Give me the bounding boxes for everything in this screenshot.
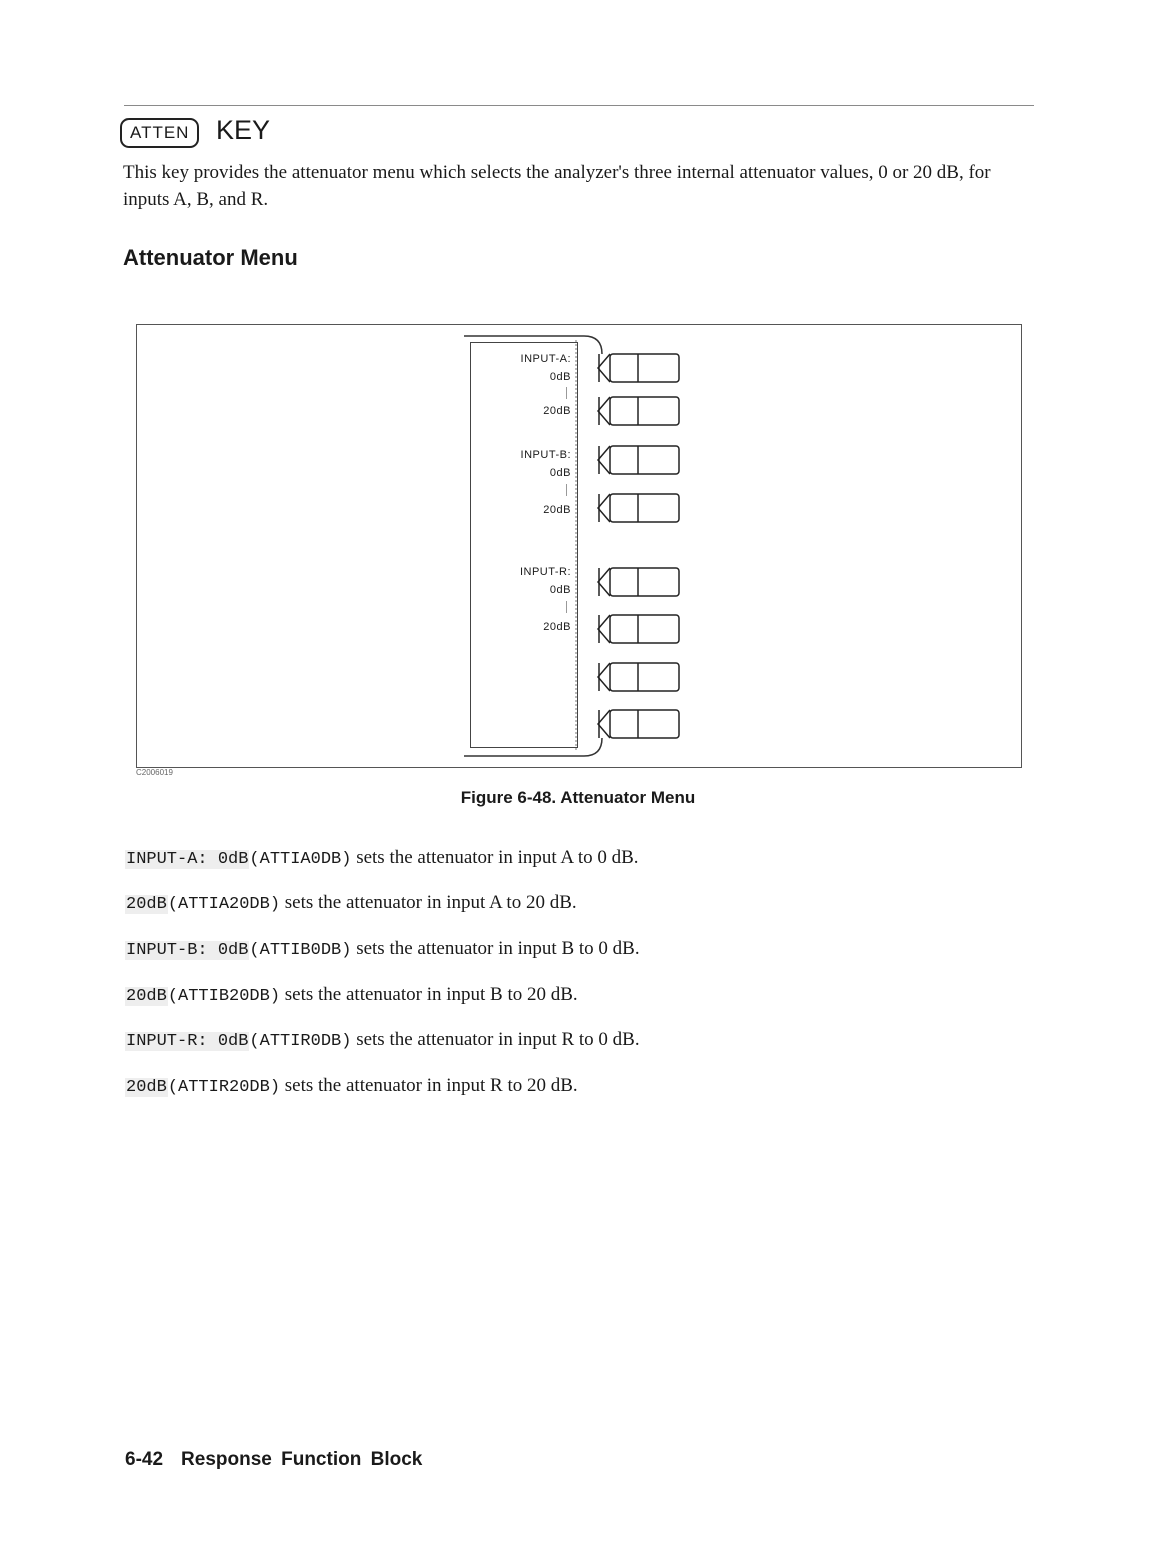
command-mnemonic: (ATTIA0DB) xyxy=(249,850,352,869)
page-footer xyxy=(125,1449,422,1471)
menu-label-r-20db: 20dB xyxy=(543,621,571,633)
menu-label-input-a: INPUT-A: xyxy=(520,353,571,365)
desc-line-input-r-20db xyxy=(125,1073,578,1101)
desc-text: sets the attenuator in input A to 0 dB. xyxy=(351,847,639,868)
command-mnemonic: (ATTIB20DB) xyxy=(167,987,281,1006)
menu-label-b-0db: 0dB xyxy=(549,467,571,479)
softkey-ref: INPUT-B: 0dB xyxy=(126,941,249,960)
footer-section-title: Response Function Block xyxy=(181,1449,423,1470)
desc-line-input-a-0db xyxy=(125,845,639,873)
desc-line-input-a-20db xyxy=(125,890,577,918)
figure-code: C2006019 xyxy=(136,768,173,777)
softkey-3 xyxy=(598,446,679,474)
menu-label-input-b: INPUT-B: xyxy=(520,449,571,461)
softkey-ref: 20dB xyxy=(126,987,167,1006)
section-heading: Attenuator Menu xyxy=(123,245,298,270)
softkey-8 xyxy=(598,710,679,738)
softkey-ref: INPUT-R: 0dB xyxy=(126,1032,249,1051)
softkey-4 xyxy=(598,494,679,522)
softkey-ref: 20dB xyxy=(126,895,167,914)
menu-label-input-r: INPUT-R: xyxy=(519,566,571,578)
intro-paragraph: This key provides the attenuator menu which selects the analyzer's three internal attenuator values, 0 or 20 dB, for inputs A, B, and R. xyxy=(123,162,991,210)
menu-label-b-20db: 20dB xyxy=(543,504,571,516)
softkey-6 xyxy=(598,615,679,643)
desc-text: sets the attenuator in input B to 0 dB. xyxy=(351,938,640,959)
command-mnemonic: (ATTIR0DB) xyxy=(249,1032,352,1051)
atten-key-cap: ATTEN xyxy=(120,118,199,148)
softkey-ref: INPUT-A: 0dB xyxy=(126,850,249,869)
softkey-7 xyxy=(598,663,679,691)
command-mnemonic: (ATTIR20DB) xyxy=(167,1078,281,1097)
desc-text: sets the attenuator in input R to 0 dB. xyxy=(351,1029,640,1050)
menu-label-r-0db: 0dB xyxy=(549,584,571,596)
menu-divider-a xyxy=(566,387,567,399)
desc-text: sets the attenuator in input R to 20 dB. xyxy=(280,1075,578,1096)
page-number: 6-42 xyxy=(125,1449,164,1470)
command-mnemonic: (ATTIA20DB) xyxy=(167,895,281,914)
desc-text: sets the attenuator in input B to 20 dB. xyxy=(280,984,578,1005)
softkey-1 xyxy=(598,354,679,382)
softkey-2 xyxy=(598,397,679,425)
desc-line-input-r-0db xyxy=(125,1027,640,1055)
top-rule xyxy=(124,105,1034,106)
desc-line-input-b-20db xyxy=(125,982,578,1010)
softkey-5 xyxy=(598,568,679,596)
figure-caption: Figure 6-48. Attenuator Menu xyxy=(460,788,696,807)
desc-text: sets the attenuator in input A to 20 dB. xyxy=(280,892,577,913)
softkey-ref: 20dB xyxy=(126,1078,167,1097)
command-mnemonic: (ATTIB0DB) xyxy=(249,941,352,960)
menu-label-a-20db: 20dB xyxy=(543,405,571,417)
key-title: KEY xyxy=(216,115,271,145)
menu-divider-r xyxy=(566,601,567,613)
menu-divider-b xyxy=(566,484,567,496)
softkey-menu-panel xyxy=(470,342,578,748)
menu-label-a-0db: 0dB xyxy=(549,371,571,383)
desc-line-input-b-0db xyxy=(125,936,640,964)
